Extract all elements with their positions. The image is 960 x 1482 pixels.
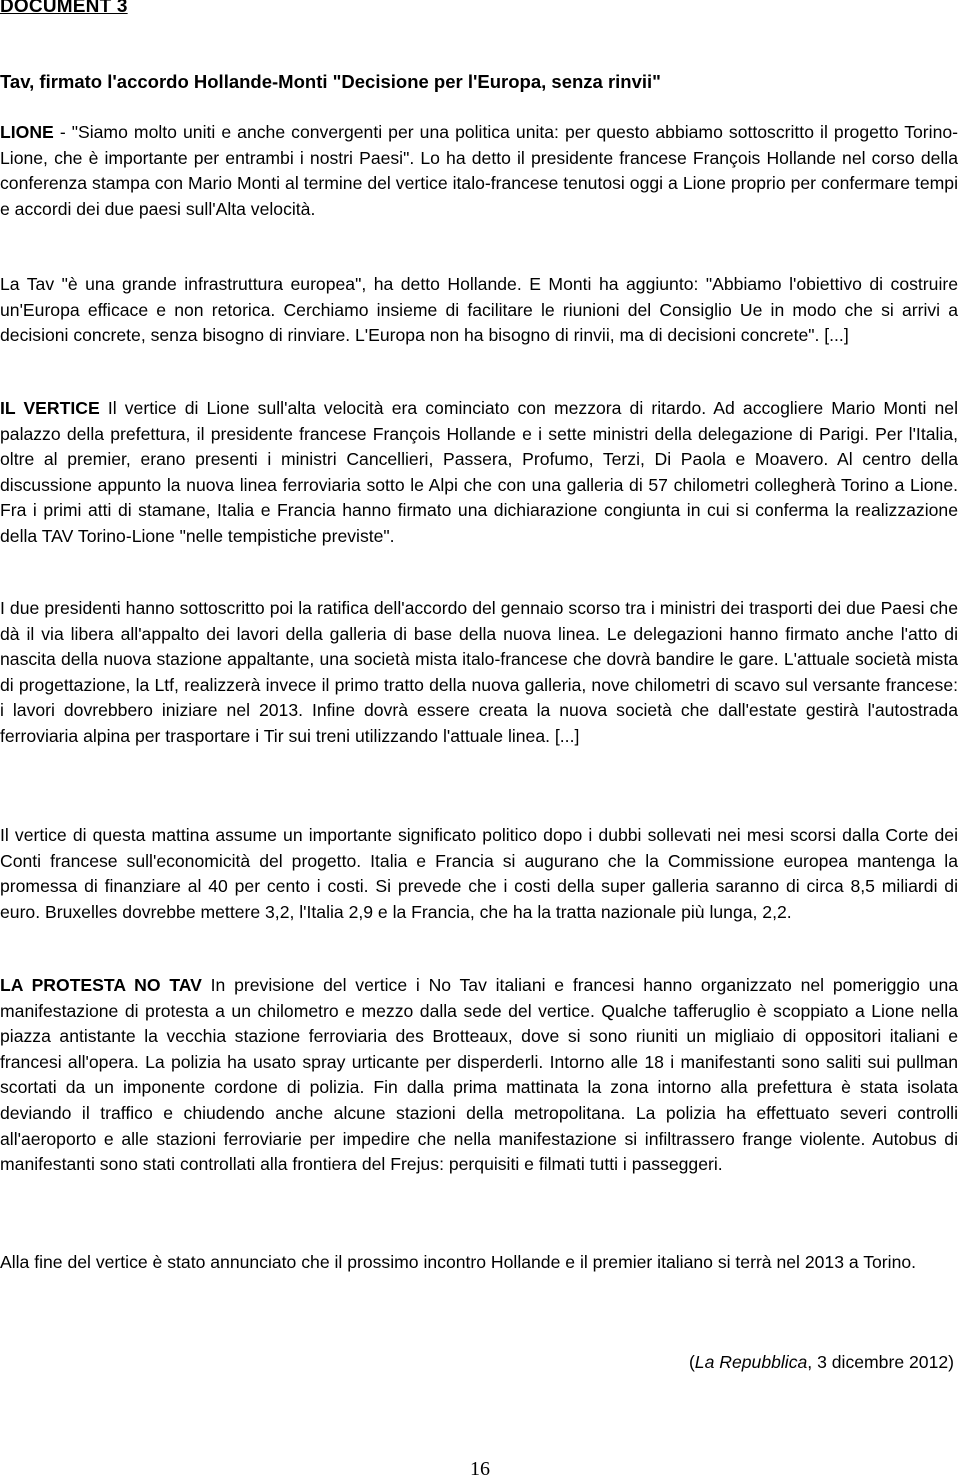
- paragraph-text: In previsione del vertice i No Tav italiani e francesi hanno organizzato nel pomeriggio una manifestazione di protesta a un chilometro e mezzo dalla sede del vertice. Qualche tafferuglio è scoppiato a Lione nella piazza antistante la vecchia stazione ferroviaria des Brotteaux, dove si sono riuniti un migliaio di oppositori italiani e francesi all'opera. La polizia ha usato spray urticante per disperderli. Intorno alle 18 i manifestanti sono saliti sui pullman scortati da un imponente cordone di polizia. Fin dalla prima mattinata la zona intorno alla prefettura è stata isolata deviando il traffico e chiudendo anche alcune stazioni della metropolitana. La polizia ha effettuato severi controlli all'aeroporto e alle stazioni ferroviarie per impedire che nella manifestazione si infiltrassero frange violente. Autobus di manifestanti sono stati controllati alla frontiera del Frejus: perquisiti e filmati tutti i passeggeri.: [0, 975, 959, 1175]
- paragraph-text: I due presidenti hanno sottoscritto poi la ratifica dell'accordo del gennaio scorso tra i ministri dei trasporti dei due Paesi che dà il via libera all'appalto dei lavori della galleria di base della nuova linea. Le delegazioni hanno firmato anche l'atto di nascita della nuova stazione appaltante, una società mista italo-francese che dovrà bandire le gare. L'attuale società mista di progettazione, la Ltf, realizzerà invece il primo tratto della nuova galleria, nove chilometri di scavo sul versante francese: i lavori dovrebbero iniziare nel 2013. Infine dovrà essere creata la nuova società che dall'estate gestirà l'autostrada ferroviaria alpina per trasportare i Tir sui treni utilizzando l'attuale linea. [...]: [0, 598, 958, 746]
- closing-paragraph: [0, 1250, 958, 1276]
- page-number: 16: [470, 1458, 490, 1480]
- document-label: DOCUMENT 3: [0, 0, 128, 17]
- article-paragraph: [0, 120, 958, 222]
- paragraph-text: - "Siamo molto uniti e anche convergenti per una politica unita: per questo abbiamo sottoscritto il progetto Torino-Lione, che è importante per entrambi i nostri Paesi". Lo ha detto il presidente francese François Hollande nel corso della conferenza stampa con Mario Monti al termine del vertice italo-francese tenutosi oggi a Lione proprio per confermare tempi e accordi dei due paesi sull'Alta velocità.: [0, 122, 958, 219]
- paragraph-lead: LA PROTESTA NO TAV: [0, 975, 202, 995]
- paragraph-text: Il vertice di Lione sull'alta velocità era cominciato con mezzora di ritardo. Ad accogliere Mario Monti nel palazzo della prefettura, il presidente francese François Hollande e i sette ministri della delegazione di Parigi. Per l'Italia, oltre al premier, erano presenti i ministri Cancellieri, Passera, Profumo, Terzi, Di Paola e Moavero. Al centro della discussione appunto la nuova linea ferroviaria sotto le Alpi che con una galleria di 57 chilometri collegherà Torino a Lione. Fra i primi atti di stamane, Italia e Francia hanno firmato una dichiarazione congiunta in cui si conferma la realizzazione della TAV Torino-Lione "nelle tempistiche previste".: [0, 398, 958, 546]
- paragraph-text: La Tav "è una grande infrastruttura europea", ha detto Hollande. E Monti ha aggiunto: "Abbiamo l'obiettivo di costruire un'Europa efficace e non retorica. Cerchiamo insieme di facilitare le riunioni del Consiglio Ue in modo che si arrivi a decisioni concrete, senza bisogno di rinviare. L'Europa non ha bisogno di rinvii, ma di decisioni concrete". [...]: [0, 274, 958, 346]
- article-paragraph: [0, 396, 958, 550]
- article-paragraph: [0, 596, 958, 750]
- closing-text: Alla fine del vertice è stato annunciato che il prossimo incontro Hollande e il premier italiano si terrà nel 2013 a Torino.: [0, 1252, 917, 1272]
- article-paragraph: [0, 272, 958, 349]
- paragraph-text: Il vertice di questa mattina assume un importante significato politico dopo i dubbi sollevati nei mesi scorsi dalla Corte dei Conti francese sull'economicità del progetto. Italia e Francia si augurano che la Commissione europea mantenga la promessa di finanziare al 40 per cento i costi. Si prevede che i costi della super galleria saranno di circa 8,5 miliardi di euro. Bruxelles dovrebbe mettere 3,2, l'Italia 2,9 e la Francia, che ha la tratta nazionale più lunga, 2,2.: [0, 825, 958, 922]
- article-paragraph: [0, 973, 958, 1178]
- paragraph-lead: IL VERTICE: [0, 398, 100, 418]
- article-headline: Tav, firmato l'accordo Hollande-Monti "Decisione per l'Europa, senza rinvii": [0, 71, 661, 92]
- citation-open: (: [688, 1352, 695, 1372]
- citation-source: La Repubblica: [694, 1352, 808, 1372]
- paragraph-lead: LIONE: [0, 122, 54, 142]
- citation-date: , 3 dicembre 2012): [807, 1352, 954, 1372]
- article-paragraph: [0, 823, 958, 925]
- source-citation: [689, 1352, 954, 1373]
